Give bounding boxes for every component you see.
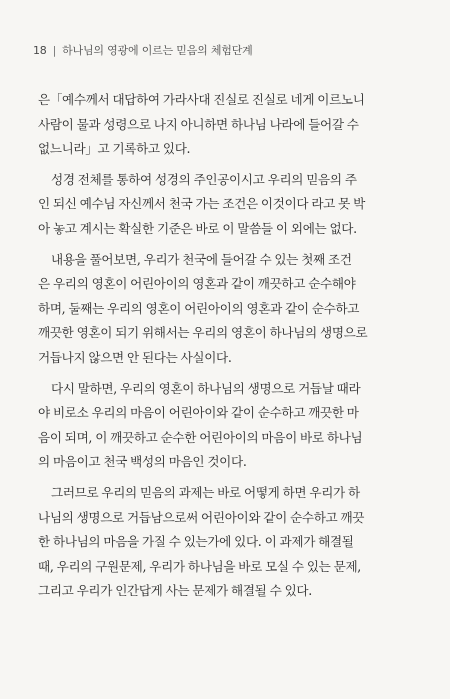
text-line: 거듭나지 않으면 안 된다는 사실이다. <box>38 349 232 365</box>
text-line: 사람이 물과 성령으로 나지 아니하면 하나님 나라에 들어갈 수 <box>38 116 359 132</box>
text-line: 그러므로 우리의 믿음의 과제는 바로 어떻게 하면 우리가 하 <box>51 484 360 500</box>
paragraph-4 <box>38 377 420 475</box>
running-header <box>33 42 423 58</box>
page-number: 18 <box>33 44 47 57</box>
text-line: 때, 우리의 구원문제, 우리가 하나님을 바로 모실 수 있는 문제, <box>38 558 361 574</box>
paragraph-1 <box>38 88 420 162</box>
paragraph-5 <box>38 481 420 604</box>
text-line: 인 되신 예수님 자신께서 천국 가는 조건은 이것이다 라고 못 박 <box>38 196 365 212</box>
paragraph-3 <box>38 248 420 371</box>
text-line: 음이 되며, 이 깨끗하고 순수한 어린아이의 마음이 바로 하나님 <box>38 429 363 445</box>
text-line: 하며, 둘째는 우리의 영혼이 어린아이의 영혼과 같이 순수하고 <box>38 300 360 316</box>
header-separator: | <box>52 44 57 57</box>
text-line: 다시 말하면, 우리의 영혼이 하나님의 생명으로 거듭날 때라 <box>51 380 361 396</box>
text-line: 의 마음이고 천국 백성의 마음인 것이다. <box>38 454 247 470</box>
paragraph-2 <box>38 168 420 242</box>
text-line: 아 놓고 계시는 확실한 기준은 바로 이 말씀들 이 외에는 없다. <box>38 220 357 236</box>
text-line: 야 비로소 우리의 마음이 어린아이와 같이 순수하고 깨끗한 마 <box>38 405 359 421</box>
text-line: 성경 전체를 통하여 성경의 주인공이시고 우리의 믿음의 주 <box>51 171 357 187</box>
running-title: 하나님의 영광에 이르는 믿음의 체험단계 <box>62 44 253 57</box>
text-line: 깨끗한 영혼이 되기 위해서는 우리의 영혼이 하나님의 생명으로 <box>38 325 368 341</box>
text-line: 나님의 생명으로 거듭남으로써 어린아이와 같이 순수하고 깨끗 <box>38 509 365 525</box>
body-text <box>38 88 420 610</box>
text-line: 없느니라」고 기록하고 있다. <box>38 141 191 157</box>
text-line: 내용을 풀어보면, 우리가 천국에 들어갈 수 있는 첫째 조건 <box>51 251 352 267</box>
text-line: 은「예수께서 대답하여 가라사대 진실로 진실로 네게 이르노니 <box>38 92 365 107</box>
text-line: 그리고 우리가 인간답게 사는 문제가 해결될 수 있다. <box>38 583 312 599</box>
text-line: 은 우리의 영혼이 어린아이의 영혼과 같이 깨끗하고 순수해야 <box>38 276 356 292</box>
text-line: 한 하나님의 마음을 가질 수 있는가에 있다. 이 과제가 해결될 <box>38 534 354 550</box>
